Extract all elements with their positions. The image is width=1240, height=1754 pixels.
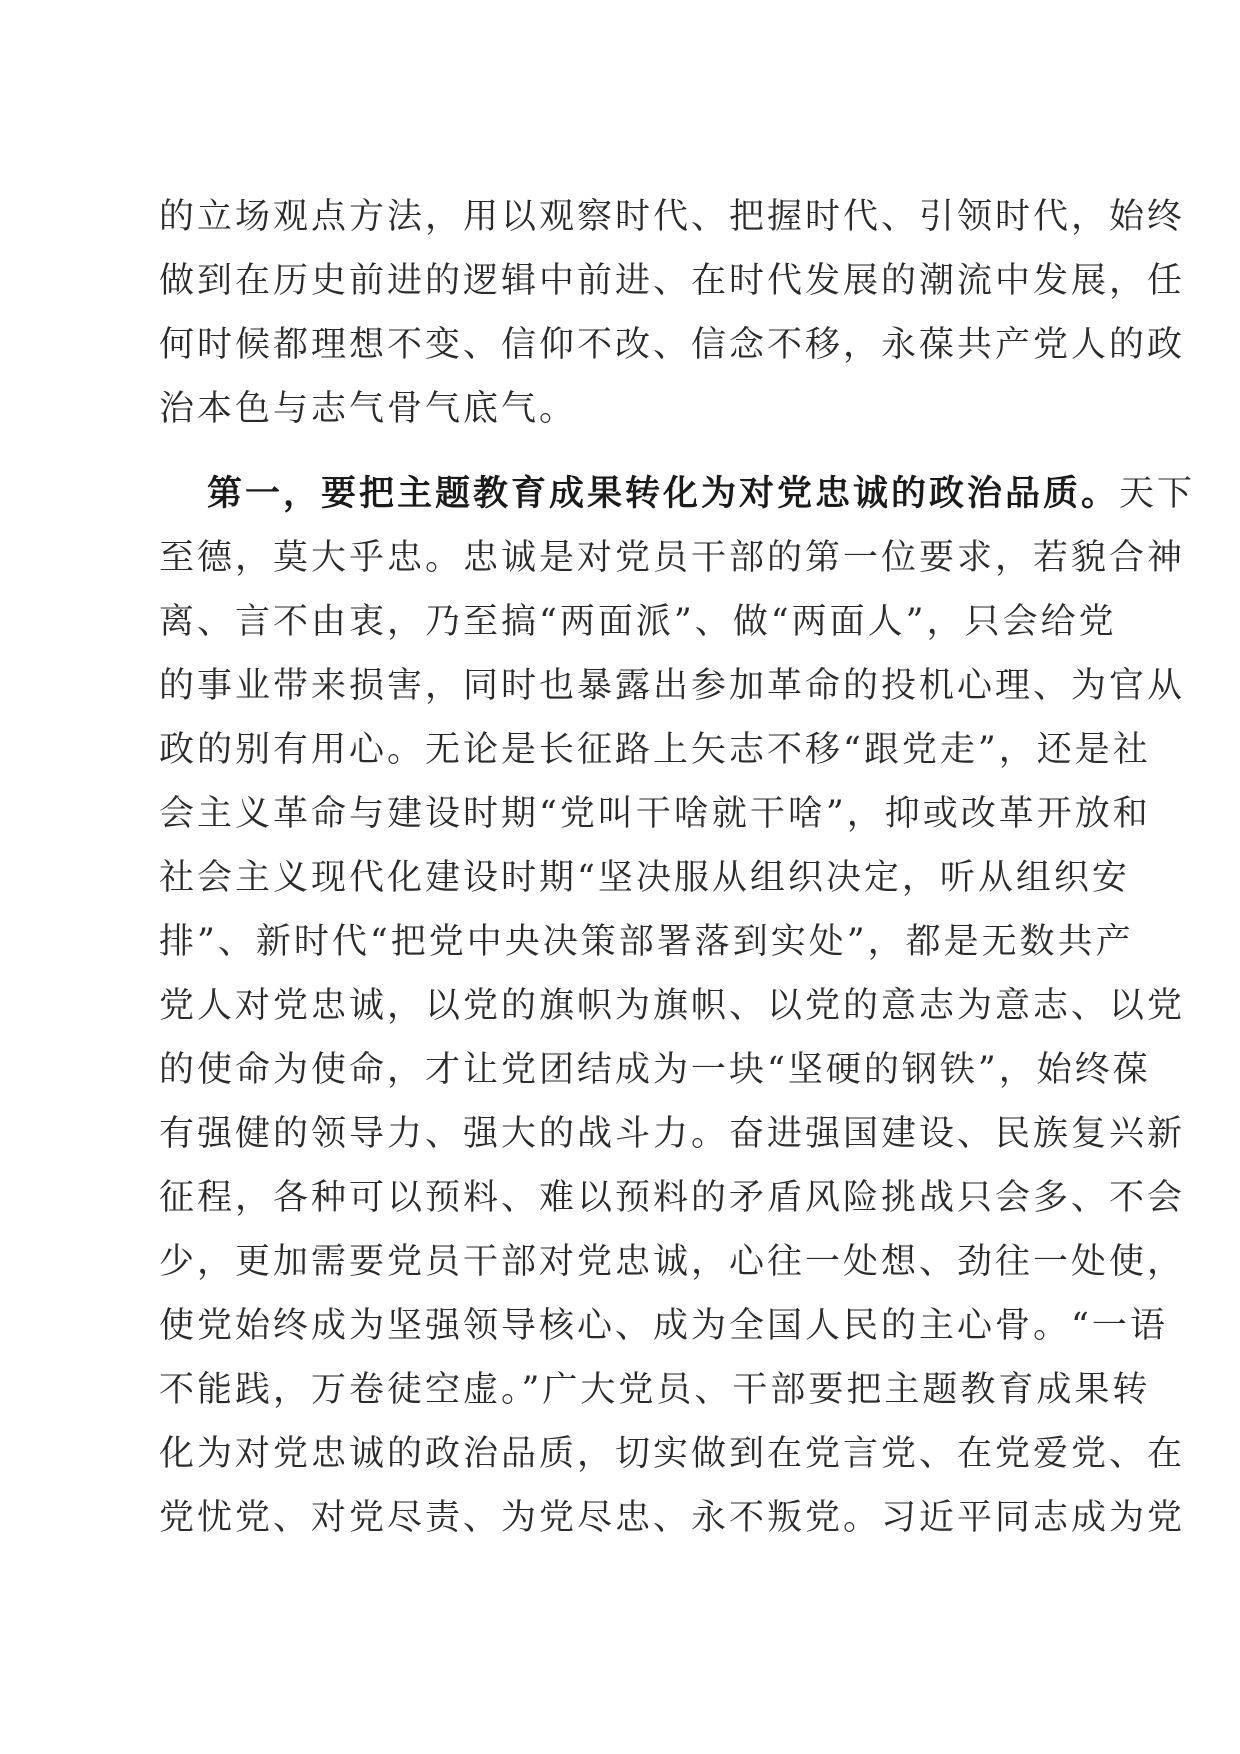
paragraph-1-line: 治本色与志气骨气底气。 [159, 389, 578, 429]
paragraph-2-line: 有强健的领导力、强大的战斗力。奋进强国建设、民族复兴新 [159, 1114, 1186, 1154]
paragraph-2-line: 的使命为使命，才让党团结成为一块“坚硬的钢铁”，始终葆 [159, 1050, 1151, 1090]
paragraph-2-line: 政的别有用心。无论是长征路上矢志不移“跟党走”，还是社 [159, 730, 1151, 770]
paragraph-1-line: 何时候都理想不变、信仰不改、信念不移，永葆共产党人的政 [159, 325, 1186, 365]
paragraph-2-line: 党忧党、对党尽责、为党尽忠、永不叛党。习近平同志成为党 [159, 1498, 1186, 1538]
paragraph-1-line: 的立场观点方法，用以观察时代、把握时代、引领时代，始终 [159, 197, 1186, 237]
paragraph-2-line: 会主义革命与建设时期“党叫干啥就干啥”，抑或改革开放和 [159, 794, 1151, 834]
paragraph-2-line: 征程，各种可以预料、难以预料的矛盾风险挑战只会多、不会 [159, 1178, 1186, 1218]
paragraph-2 [159, 462, 1196, 1550]
paragraph-2-line: 离、言不由衷，乃至搞“两面派”、做“两面人”，只会给党 [159, 602, 1117, 642]
paragraph-2-line: 排”、新时代“把党中央决策部署落到实处”，都是无数共产 [159, 922, 1134, 962]
paragraph-2-line: 不能践，万卷徒空虚。”广大党员、干部要把主题教育成果转 [159, 1370, 1151, 1410]
paragraph-2-line: 少，更加需要党员干部对党忠诚，心往一处想、劲往一处使， [159, 1242, 1186, 1282]
paragraph-2-line: 社会主义现代化建设时期“坚决服从组织决定，听从组织安 [159, 858, 1130, 898]
paragraph-2-first-line-tail: 天下 [1119, 474, 1196, 514]
paragraph-2-line: 至德，莫大乎忠。忠诚是对党员干部的第一位要求，若貌合神 [159, 538, 1186, 578]
section-heading: 第一，要把主题教育成果转化为对党忠诚的政治品质。 [207, 473, 1120, 514]
paragraph-1-line: 做到在历史前进的逻辑中前进、在时代发展的潮流中发展，任 [159, 261, 1186, 301]
paragraph-2-line: 党人对党忠诚，以党的旗帜为旗帜、以党的意志为意志、以党 [159, 986, 1186, 1026]
paragraph-1 [159, 185, 1186, 441]
paragraph-2-line: 化为对党忠诚的政治品质，切实做到在党言党、在党爱党、在 [159, 1434, 1186, 1474]
paragraph-2-first-line [159, 462, 1196, 526]
paragraph-2-line: 使党始终成为坚强领导核心、成为全国人民的主心骨。“一语 [159, 1306, 1168, 1346]
paragraph-2-line: 的事业带来损害，同时也暴露出参加革命的投机心理、为官从 [159, 666, 1186, 706]
